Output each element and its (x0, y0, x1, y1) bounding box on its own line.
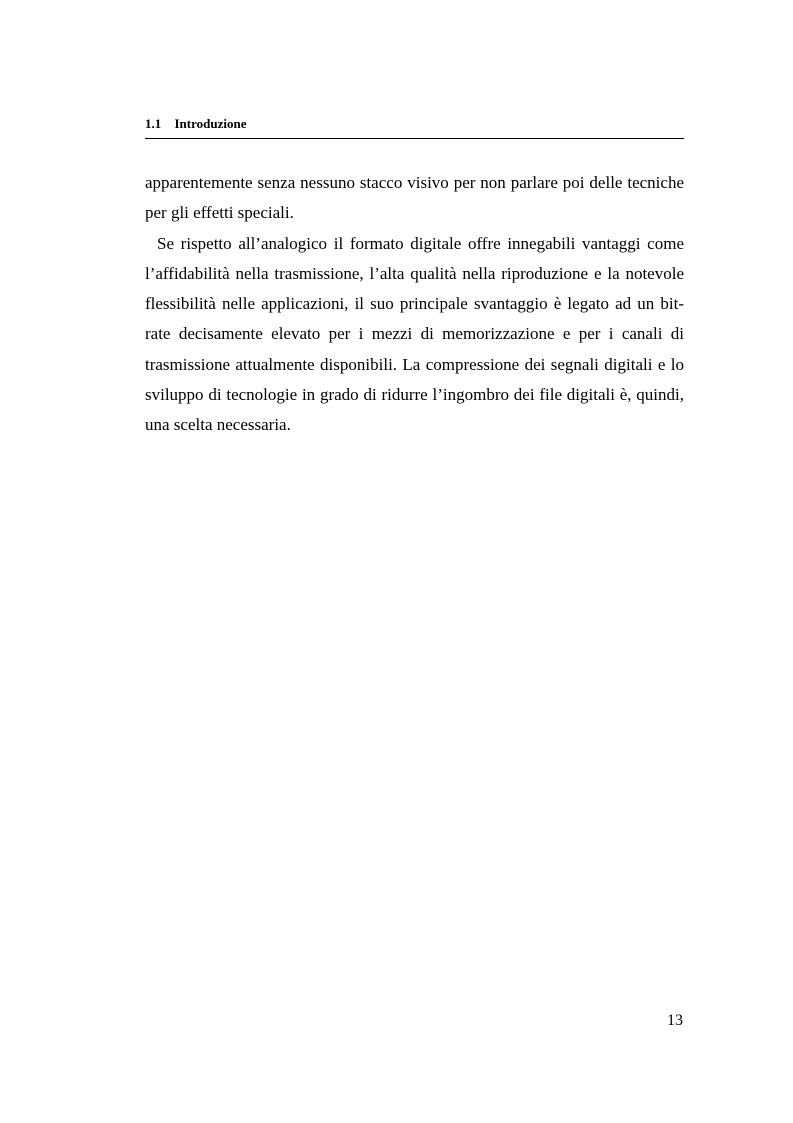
section-title: Introduzione (174, 116, 247, 131)
body-text (145, 168, 684, 441)
paragraph-continued: apparentemente senza nessuno stacco visivo per non parlare poi delle tecniche per gli effetti speciali. (145, 173, 684, 223)
paragraph: Se rispetto all’analogico il formato digitale offre innegabili vantaggi come l’affidabilità nella trasmissione, l’alta qualità nella riproduzione e la notevole flessibilità nelle applicazioni, il suo principale svantaggio è legato ad un bit-rate decisamente elevato per i mezzi di memorizzazione e per i canali di trasmissione attualmente disponibili. La compressione dei segnali digitali e lo sviluppo di tecnologie in grado di ridurre l’ingombro dei file digitali è, quindi, una scelta necessaria. (145, 233, 684, 435)
section-number: 1.1 (145, 116, 162, 131)
running-header (145, 114, 684, 139)
page-number: 13 (667, 1012, 683, 1029)
